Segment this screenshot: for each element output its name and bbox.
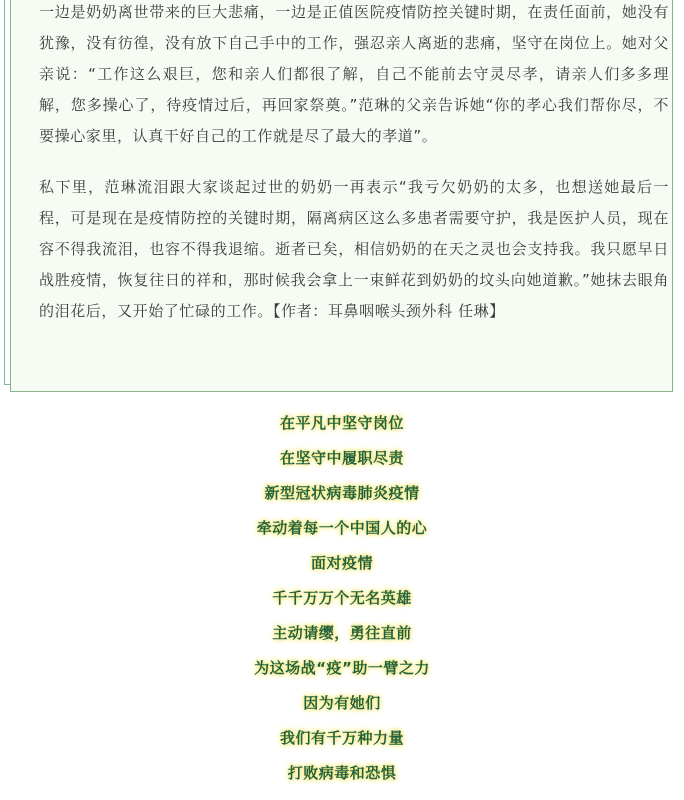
slogan-list: [0, 406, 684, 791]
slogan-line: 在坚守中履职尽责: [279, 449, 404, 467]
slogan-line: 牵动着每一个中国人的心: [256, 519, 428, 537]
article-paragraph: 一边是奶奶离世带来的巨大悲痛，一边是正值医院疫情防控关键时期，在责任面前，她没有犹豫，没有彷徨，没有放下自己手中的工作，强忍亲人离逝的悲痛，坚守在岗位上。她对父亲说：“工作这么艰巨，您和亲人们都很了解，自己不能前去守灵尽孝，请亲人们多多理解，您多操心了，待疫情过后，再回家祭奠。”范琳的父亲告诉她“你的孝心我们帮你尽，不要操心家里，认真干好自己的工作就是尽了最大的孝道”。: [39, 3, 669, 145]
slogan-line: 为这场战“疫”助一臂之力: [254, 659, 430, 677]
slogan-line: 千千万万个无名英雄: [272, 589, 412, 607]
slogan-line: 新型冠状病毒肺炎疫情: [264, 484, 420, 502]
slogan-line: 主动请缨，勇往直前: [272, 624, 412, 642]
slogan-line: 在平凡中坚守岗位: [279, 414, 404, 432]
slogan-line: 因为有她们: [303, 694, 381, 712]
slogan-line: 打败病毒和恐惧: [287, 764, 397, 782]
article-body: [39, 0, 669, 347]
slogan-line: 我们有千万种力量: [279, 729, 404, 747]
article-frame: [10, 0, 673, 392]
slogan-line: 面对疫情: [310, 554, 373, 572]
article-paragraph: 私下里，范琳流泪跟大家谈起过世的奶奶一再表示“我亏欠奶奶的太多，也想送她最后一程，可是现在是疫情防控的关键时期，隔离病区这么多患者需要守护，我是医护人员，现在容不得我流泪，也容不得我退缩。逝者已矣，相信奶奶的在天之灵也会支持我。我只愿早日战胜疫情，恢复往日的祥和，那时候我会拿上一束鲜花到奶奶的坟头向她道歉。”她抹去眼角的泪花后，又开始了忙碌的工作。【作者：耳鼻咽喉头颈外科 任琳】: [39, 178, 669, 320]
